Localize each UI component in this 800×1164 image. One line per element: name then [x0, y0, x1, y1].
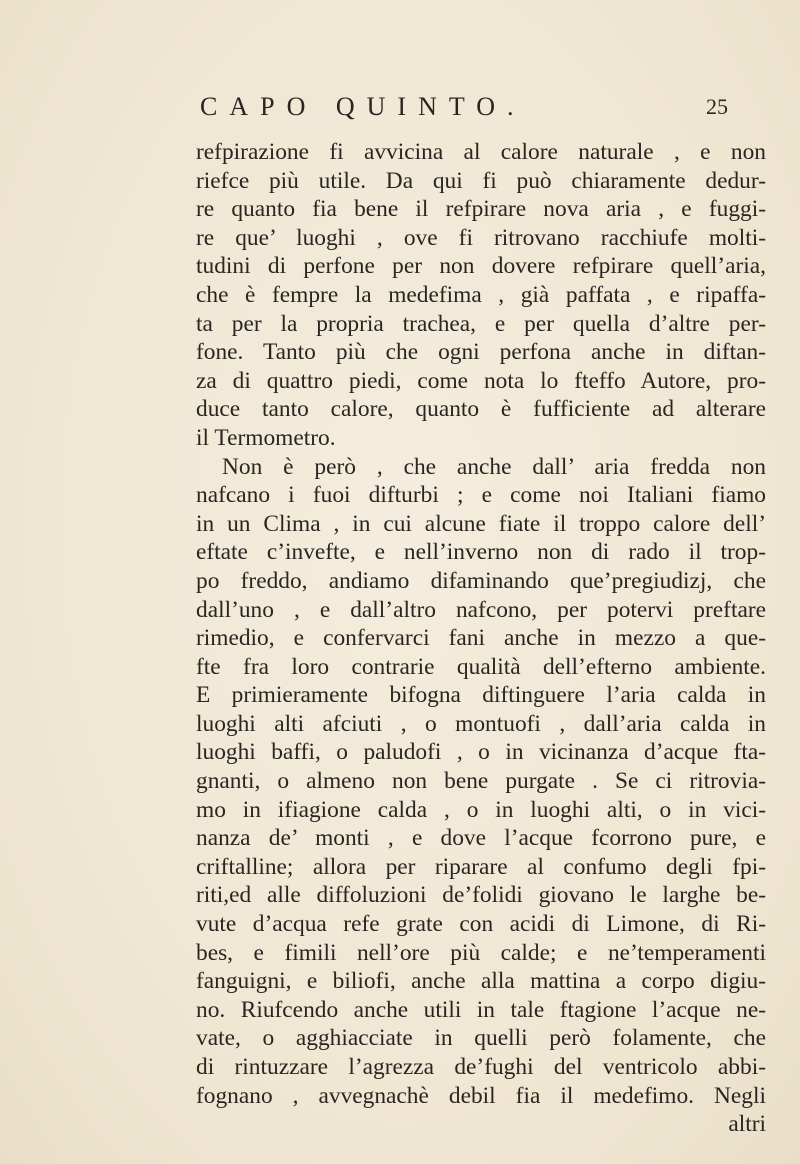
- text-line: za di quattro piedi, come nota lo fteffo Autore, pro-: [196, 367, 766, 394]
- text-line: nanza de’ monti , e dove l’acque fcorrono pure, e: [196, 825, 766, 852]
- text-line: nafcano i fuoi difturbi ; e come noi Italiani fiamo: [196, 482, 766, 509]
- text-line: E primieramente bifogna diftinguere l’aria calda in: [196, 682, 766, 709]
- text-line: in un Clima , in cui alcune fiate il troppo calore dell’: [196, 510, 766, 537]
- text-line: bes, e fimili nell’ore più calde; e ne’temperamenti: [196, 939, 766, 966]
- text-line: dall’uno , e dall’altro nafcono, per potervi preftare: [196, 596, 766, 623]
- text-line: criftalline; allora per riparare al confumo degli fpi-: [196, 853, 766, 880]
- text-line: vute d’acqua refe grate con acidi di Limone, di Ri-: [196, 911, 766, 938]
- text-line: luoghi alti afciuti , o montuofi , dall’aria calda in: [196, 710, 766, 737]
- text-line: riti,ed alle diffoluzioni de’folidi giovano le larghe be-: [196, 882, 766, 909]
- text-line: po freddo, andiamo difaminando que’pregiudizj, che: [196, 567, 766, 594]
- body-text: [196, 138, 766, 1139]
- text-line: duce tanto calore, quanto è fufficiente ad alterare: [196, 396, 766, 423]
- text-line: altri: [728, 1111, 766, 1138]
- text-line: no. Riufcendo anche utili in tale ftagione l’acque ne-: [196, 996, 766, 1023]
- text-line: riefce più utile. Da qui fi può chiaramente dedur-: [196, 167, 766, 194]
- text-line: fognano , avvegnachè debil fia il medefimo. Negli: [196, 1082, 766, 1109]
- text-line: eftate c’invefte, e nell’inverno non di rado il trop-: [196, 539, 766, 566]
- text-line: il Termometro.: [196, 424, 336, 451]
- text-line: fte fra loro contrarie qualità dell’efterno ambiente.: [196, 653, 766, 680]
- text-line: vate, o agghiacciate in quelli però folamente, che: [196, 1025, 766, 1052]
- text-line: ta per la propria trachea, e per quella d’altre per-: [196, 310, 766, 337]
- page-header: [0, 92, 800, 128]
- text-line: rimedio, e confervarci fani anche in mezzo a que-: [196, 625, 766, 652]
- text-line: luoghi baffi, o paludofi , o in vicinanza d’acque fta-: [196, 739, 766, 766]
- page-number: 25: [706, 94, 728, 119]
- text-line: tudini di perfone per non dovere refpirare quell’aria,: [196, 253, 766, 280]
- text-line: gnanti, o almeno non bene purgate . Se ci ritrovia-: [196, 768, 766, 795]
- text-line: fanguigni, e biliofi, anche alla mattina a corpo digiu-: [196, 968, 766, 995]
- text-line: che è fempre la medefima , già paffata , e ripaffa-: [196, 281, 766, 308]
- running-head: CAPO QUINTO.: [200, 92, 526, 121]
- text-line: mo in ifiagione calda , o in luoghi alti, o in vici-: [196, 796, 766, 823]
- text-line: di rintuzzare l’agrezza de’fughi del ventricolo abbi-: [196, 1054, 766, 1080]
- text-line: re quanto fia bene il refpirare nova aria , e fuggi-: [196, 196, 766, 223]
- text-line: Non è però , che anche dall’ aria fredda non: [222, 453, 766, 480]
- text-line: re que’ luoghi , ove fi ritrovano racchiufe molti-: [196, 224, 766, 251]
- text-line: fone. Tanto più che ogni perfona anche in diftan-: [196, 339, 766, 366]
- text-line: refpirazione fi avvicina al calore naturale , e non: [196, 139, 766, 165]
